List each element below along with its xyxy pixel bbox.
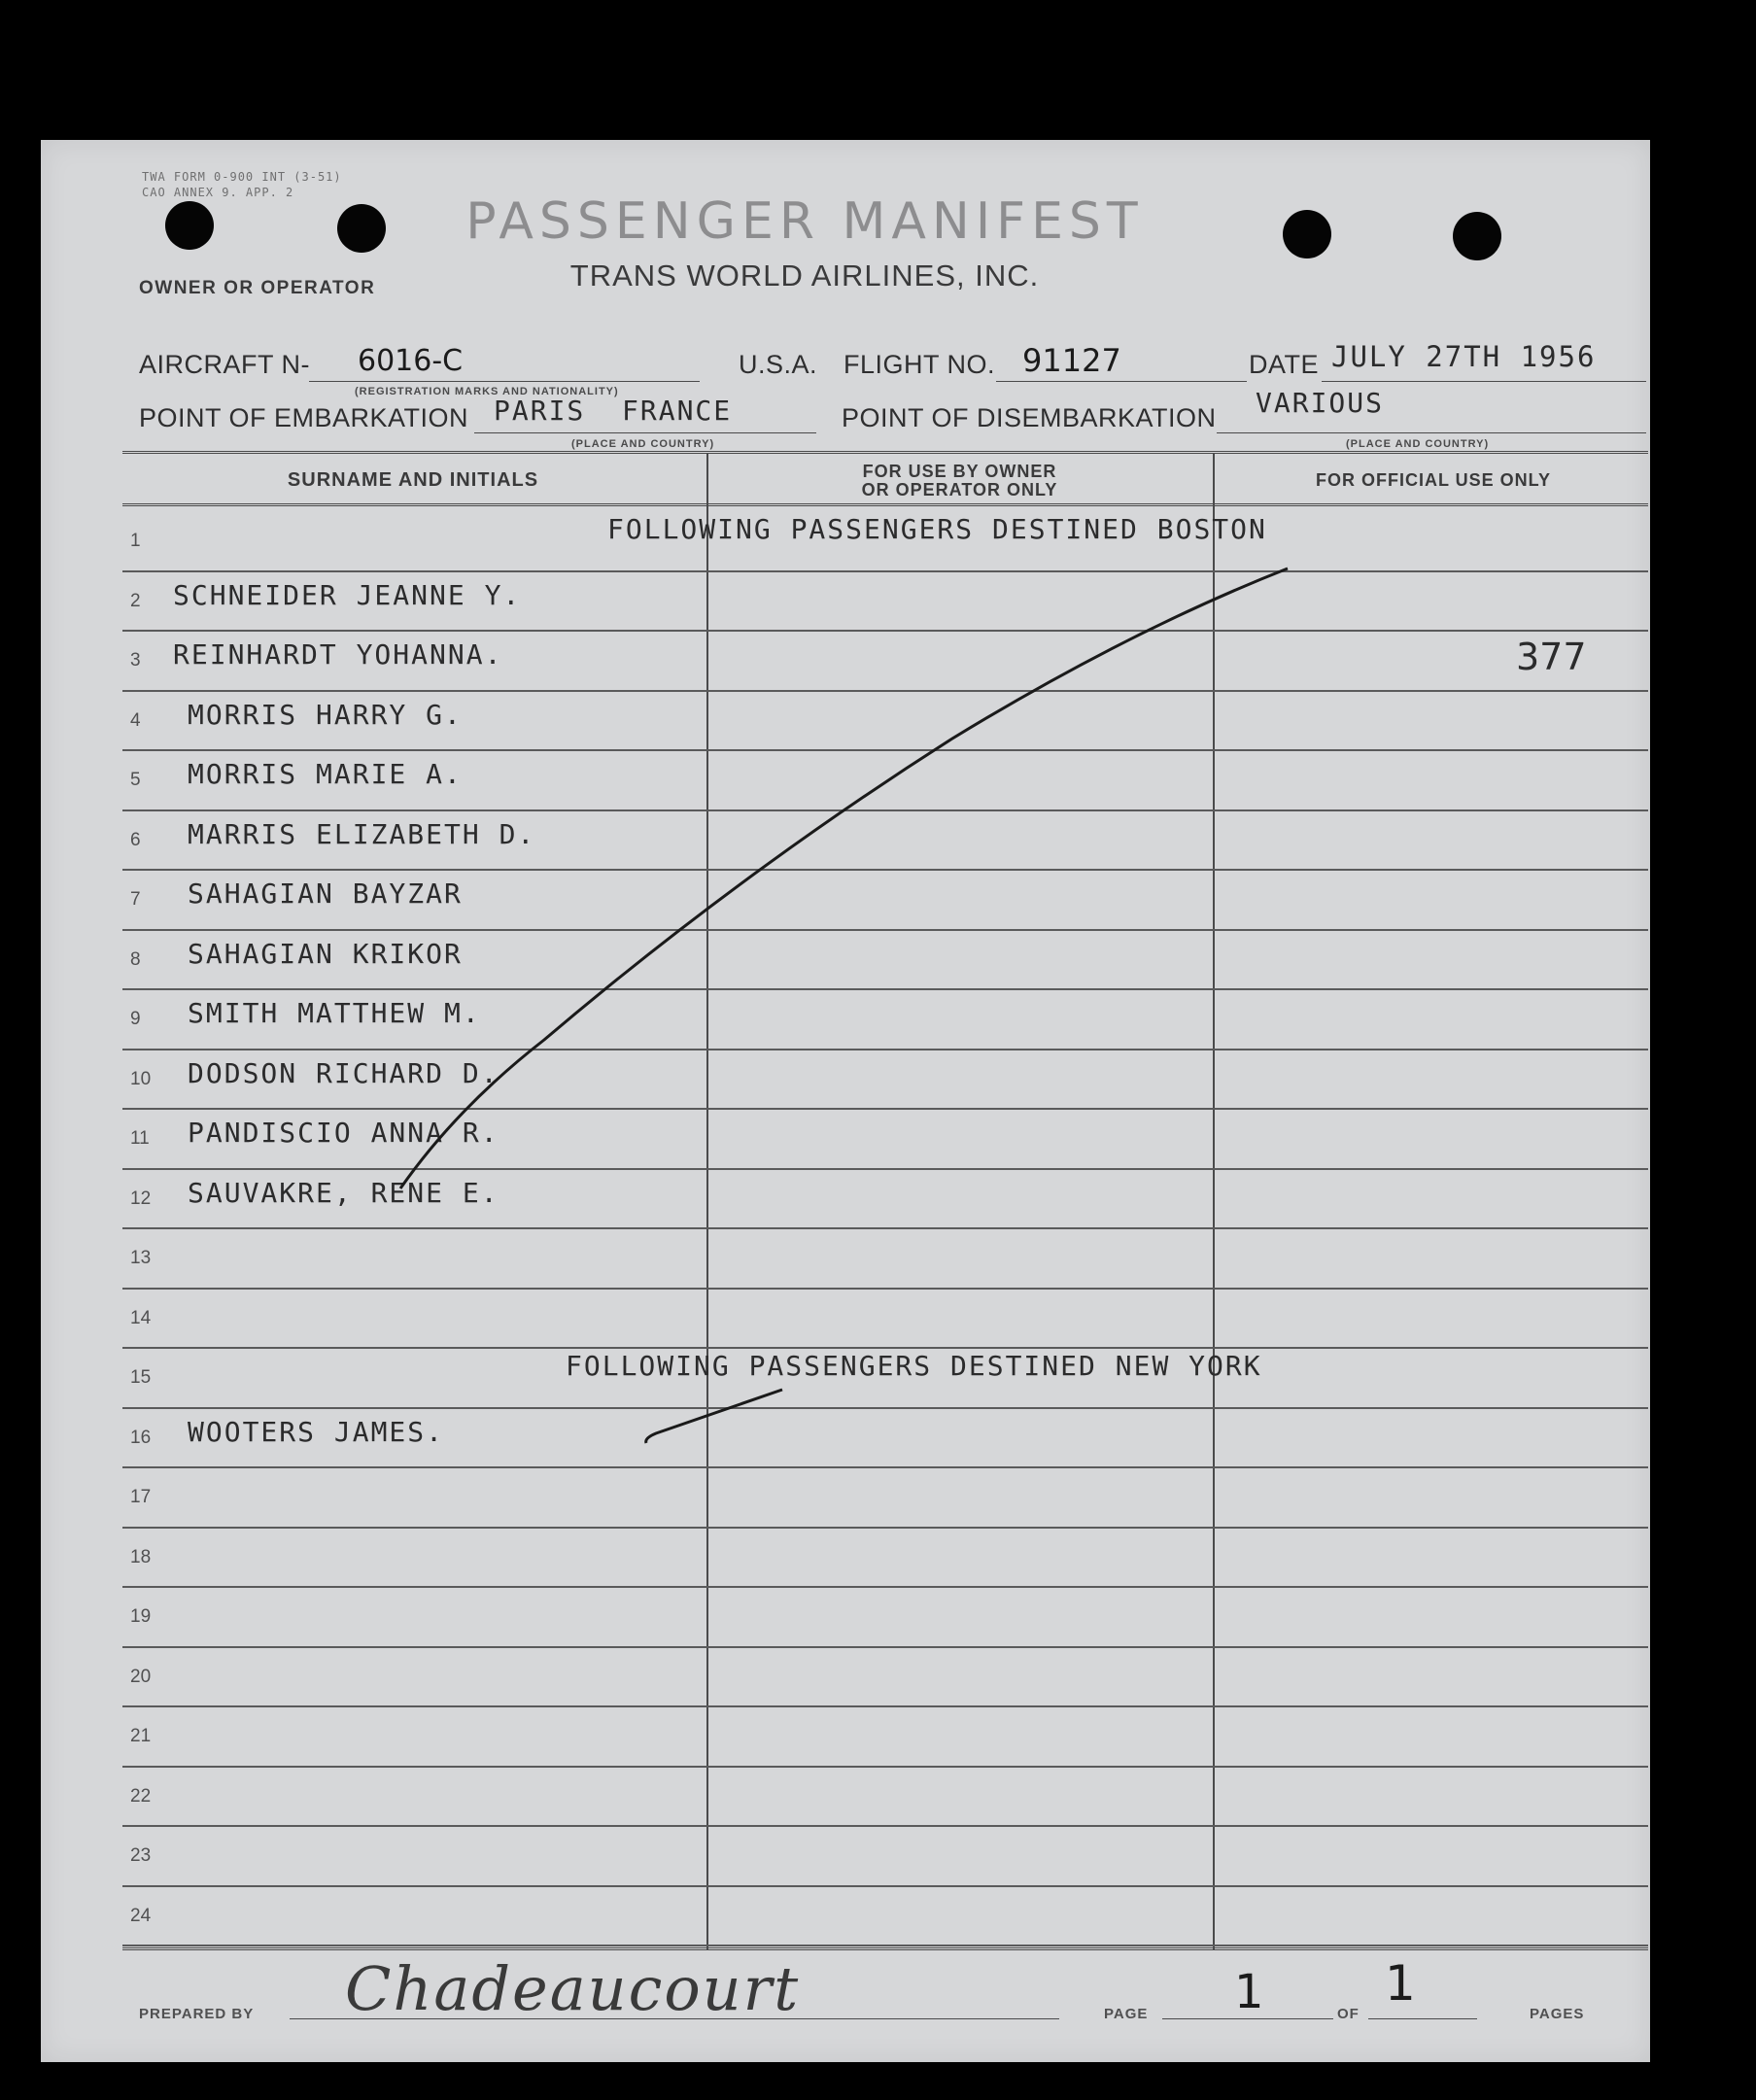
row-rule <box>122 988 1648 990</box>
row-number: 8 <box>130 948 141 970</box>
row-number: 9 <box>130 1009 141 1029</box>
passenger-name: MARRIS ELIZABETH D. <box>188 817 536 850</box>
form-code-line1: TWA FORM 0-900 INT (3-51) <box>142 170 342 184</box>
embark-value: PARIS FRANCE <box>494 395 733 427</box>
row-rule <box>122 1168 1648 1170</box>
date-underline <box>1322 381 1646 382</box>
row-number: 2 <box>130 590 141 611</box>
flight-underline <box>996 381 1247 382</box>
date-value: JULY 27TH 1956 <box>1331 340 1597 373</box>
row-number: 4 <box>130 709 141 731</box>
flight-value: 91127 <box>1022 342 1121 379</box>
passenger-name: SAUVAKRE, RENE E. <box>188 1176 499 1209</box>
pages-label: PAGES <box>1530 2006 1585 2022</box>
passenger-name: DODSON RICHARD D. <box>188 1056 499 1089</box>
row-number: 15 <box>130 1367 152 1388</box>
row-rule <box>122 1825 1648 1827</box>
row-rule <box>122 809 1648 811</box>
row-number: 12 <box>130 1188 152 1209</box>
disembark-label: POINT OF DISEMBARKATION <box>842 403 1217 432</box>
column-divider <box>706 453 708 1949</box>
passenger-name: WOOTERS JAMES. <box>188 1415 445 1448</box>
row-rule <box>122 1108 1648 1110</box>
passenger-name: MORRIS MARIE A. <box>188 758 463 790</box>
row-number: 17 <box>130 1487 152 1507</box>
row-number: 21 <box>130 1726 152 1746</box>
row-number: 1 <box>130 531 141 551</box>
row-rule <box>122 1646 1648 1648</box>
row-number: 3 <box>130 650 141 671</box>
row-number: 10 <box>130 1068 152 1089</box>
row-rule <box>122 1288 1648 1290</box>
row-number: 22 <box>130 1785 152 1807</box>
row-rule <box>122 1945 1648 1946</box>
of-underline <box>1368 2018 1477 2019</box>
row-rule <box>122 690 1648 692</box>
embark-note: (PLACE AND COUNTRY) <box>571 438 715 450</box>
passenger-name: SCHNEIDER JEANNE Y. <box>173 578 522 611</box>
row-rule <box>122 1705 1648 1707</box>
prepared-signature: Chadeaucourt <box>345 1953 801 2024</box>
disembark-value: VARIOUS <box>1256 387 1385 419</box>
row-number: 23 <box>130 1845 152 1866</box>
row-number: 13 <box>130 1248 152 1268</box>
aircraft-underline <box>309 381 700 382</box>
row-rule <box>122 570 1648 572</box>
row-rule <box>122 1885 1648 1887</box>
row-number: 24 <box>130 1905 152 1926</box>
row-rule <box>122 1766 1648 1768</box>
official-use-value: 377 <box>1516 636 1587 678</box>
page-label: PAGE <box>1104 2006 1149 2022</box>
owner-label: OWNER OR OPERATOR <box>139 278 376 298</box>
row-number: 11 <box>130 1128 150 1149</box>
destination-note: FOLLOWING PASSENGERS DESTINED BOSTON <box>607 513 1267 545</box>
of-value: 1 <box>1385 1955 1416 2012</box>
table-bottom-rule <box>122 1947 1648 1950</box>
row-number: 5 <box>130 770 141 790</box>
row-rule <box>122 929 1648 931</box>
aircraft-label: AIRCRAFT N- <box>139 350 311 379</box>
date-label: DATE <box>1249 350 1320 379</box>
col-owner-header <box>714 463 1205 499</box>
page-value: 1 <box>1234 1965 1264 2019</box>
country-label: U.S.A. <box>739 350 818 379</box>
row-rule <box>122 630 1648 632</box>
row-rule <box>122 1407 1648 1409</box>
row-rule <box>122 869 1648 871</box>
embark-underline <box>474 432 816 433</box>
row-rule <box>122 749 1648 751</box>
passenger-name: SAHAGIAN BAYZAR <box>188 878 463 910</box>
passenger-name: PANDISCIO ANNA R. <box>188 1117 499 1149</box>
passenger-name: MORRIS HARRY G. <box>188 698 463 731</box>
destination-note: FOLLOWING PASSENGERS DESTINED NEW YORK <box>566 1350 1262 1382</box>
prepared-label: PREPARED BY <box>139 2006 255 2022</box>
disembark-note: (PLACE AND COUNTRY) <box>1346 438 1490 450</box>
row-number: 14 <box>130 1307 152 1328</box>
passenger-name: SAHAGIAN KRIKOR <box>188 937 463 970</box>
col-owner-header-line2: OR OPERATOR ONLY <box>861 480 1058 499</box>
company-name: TRANS WORLD AIRLINES, INC. <box>569 258 1040 293</box>
passenger-name: REINHARDT YOHANNA. <box>173 638 503 671</box>
row-number: 6 <box>130 829 141 850</box>
embark-label: POINT OF EMBARKATION <box>139 403 469 432</box>
row-number: 19 <box>130 1606 152 1627</box>
row-rule <box>122 1586 1648 1588</box>
col-official-header: FOR OFFICIAL USE ONLY <box>1315 470 1552 490</box>
aircraft-value: 6016-C <box>358 344 464 378</box>
row-number: 16 <box>130 1427 152 1448</box>
row-number: 7 <box>130 889 141 910</box>
row-number: 18 <box>130 1546 152 1567</box>
row-rule <box>122 1049 1648 1050</box>
row-number: 20 <box>130 1666 152 1687</box>
registration-note: (REGISTRATION MARKS AND NATIONALITY) <box>355 386 619 397</box>
header-rule-top <box>122 451 1648 454</box>
passenger-name: SMITH MATTHEW M. <box>188 997 481 1029</box>
form-code-line2: CAO ANNEX 9. APP. 2 <box>142 186 294 199</box>
header-rule-bottom <box>122 503 1648 506</box>
row-rule <box>122 1527 1648 1529</box>
manifest-title: PASSENGER MANIFEST <box>465 192 1144 251</box>
flight-label: FLIGHT NO. <box>844 350 996 379</box>
of-label: OF <box>1337 2006 1360 2022</box>
column-divider <box>1213 453 1215 1949</box>
disembark-underline <box>1217 432 1646 433</box>
col-surname-header: SURNAME AND INITIALS <box>287 469 539 491</box>
col-owner-header-line1: FOR USE BY OWNER <box>862 462 1057 481</box>
row-rule <box>122 1227 1648 1229</box>
row-rule <box>122 1466 1648 1468</box>
row-rule <box>122 1347 1648 1349</box>
